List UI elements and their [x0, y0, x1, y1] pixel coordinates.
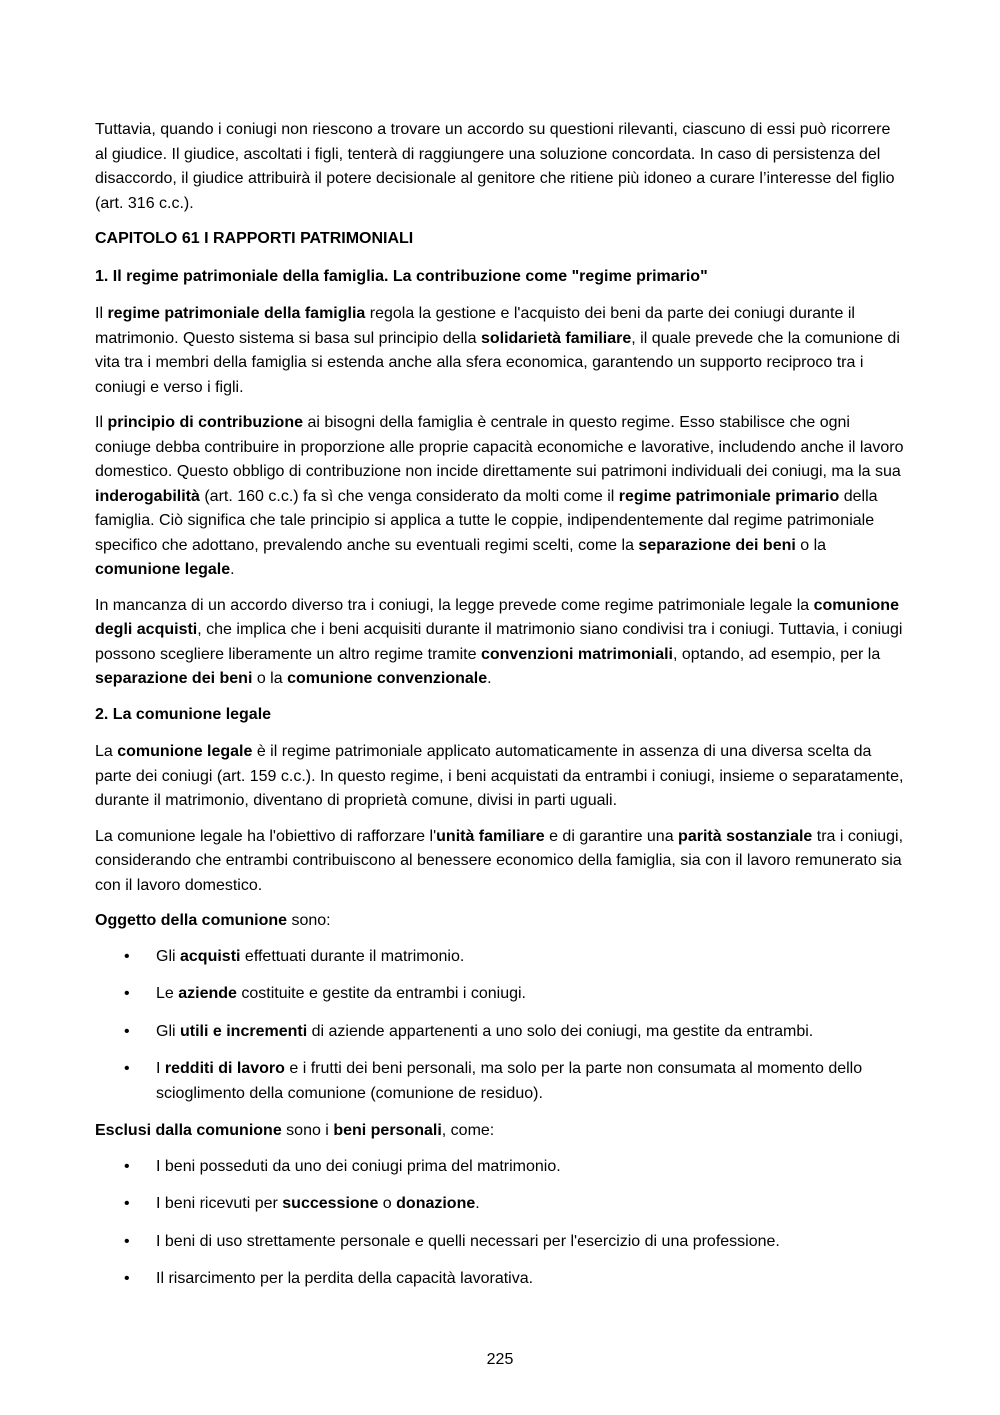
paragraph-comunione-acquisti: In mancanza di un accordo diverso tra i coniugi, la legge prevede come regime patrimoniale legale la comunione degli acquisti, che implica che i beni acquisiti durante il matrimonio siano condivisi tra i coniugi. Tuttavia, i coniugi possono scegliere liberamente un altro regime tramite convenzioni matrimoniali, optando, ad esempio, per la separazione dei beni o la comunione convenzionale. [95, 596, 903, 687]
section-1-title: 1. Il regime patrimoniale della famiglia. La contribuzione come "regime primario" [95, 267, 708, 285]
page-content [95, 118, 907, 1305]
paragraph-esclusi: Esclusi dalla comunione sono i beni personali, come: [95, 1122, 495, 1139]
section-2-title: 2. La comunione legale [95, 705, 272, 723]
list-item: • Le aziende costituite e gestite da entrambi i coniugi. [95, 982, 907, 1007]
paragraph-oggetto: Oggetto della comunione sono: [95, 912, 331, 929]
paragraph-contribuzione: Il principio di contribuzione ai bisogni della famiglia è centrale in questo regime. Esso stabilisce che ogni coniuge debba contribuire in proporzione alle proprie capacità economiche e lavorative, includendo anche il lavoro domestico. Questo obbligo di contribuzione non incide direttamente sui patrimoni individuali dei coniugi, ma la sua inderogabilità (art. 160 c.c.) fa sì che venga considerato da molti come il regime patrimoniale primario della famiglia. Ciò significa che tale principio si applica a tutte le coppie, indipendentemente dal regime patrimoniale specifico che adottano, prevalendo anche su eventuali regimi scelti, come la separazione dei beni o la comunione legale. [95, 414, 904, 578]
paragraph-obiettivo: La comunione legale ha l'obiettivo di rafforzare l'unità familiare e di garantire una parità sostanziale tra i coniugi, considerando che entrambi contribuiscono al benessere economico della famiglia, sia con il lavoro remunerato sia con il lavoro domestico. [95, 827, 904, 894]
chapter-title: CAPITOLO 61 I RAPPORTI PATRIMONIALI [95, 230, 414, 247]
paragraph-intro: Tuttavia, quando i coniugi non riescono a trovare un accordo su questioni rilevanti, ciascuno di essi può ricorrere al giudice. Il giudice, ascoltati i figli, tenterà di raggiungere una soluzione concordata. In caso di persistenza del disaccordo, il giudice attribuirà il potere decisionale al genitore che ritiene più idoneo a curare l’interesse del figlio (art. 316 c.c.). [95, 121, 895, 212]
list-esclusi [95, 1155, 907, 1292]
page-number: 225 [486, 1351, 514, 1368]
list-item: • I beni posseduti da uno dei coniugi prima del matrimonio. [95, 1155, 907, 1180]
paragraph-regime: Il regime patrimoniale della famiglia regola la gestione e l'acquisto dei beni da parte dei coniugi durante il matrimonio. Questo sistema si basa sul principio della solidarietà familiare, il quale prevede che la comunione di vita tra i membri della famiglia si estenda anche alla sfera economica, garantendo un supporto reciproco tra i coniugi e verso i figli. [95, 305, 900, 396]
list-item: • I beni ricevuti per successione o donazione. [95, 1192, 907, 1217]
list-item: • Gli utili e incrementi di aziende appartenenti a uno solo dei coniugi, ma gestite da entrambi. [95, 1020, 907, 1045]
list-item: • I beni di uso strettamente personale e quelli necessari per l'esercizio di una professione. [95, 1230, 907, 1255]
list-item: • Il risarcimento per la perdita della capacità lavorativa. [95, 1267, 907, 1292]
list-item: • Gli acquisti effettuati durante il matrimonio. [95, 945, 907, 970]
list-oggetto [95, 945, 907, 1107]
paragraph-comunione-legale: La comunione legale è il regime patrimoniale applicato automaticamente in assenza di una diversa scelta da parte dei coniugi (art. 159 c.c.). In questo regime, i beni acquistati da entrambi i coniugi, insieme o separatamente, durante il matrimonio, diventano di proprietà comune, divisi in parti uguali. [95, 743, 904, 809]
list-item: • I redditi di lavoro e i frutti dei beni personali, ma solo per la parte non consumata al momento dello scioglimento della comunione (comunione de residuo). [95, 1057, 907, 1106]
